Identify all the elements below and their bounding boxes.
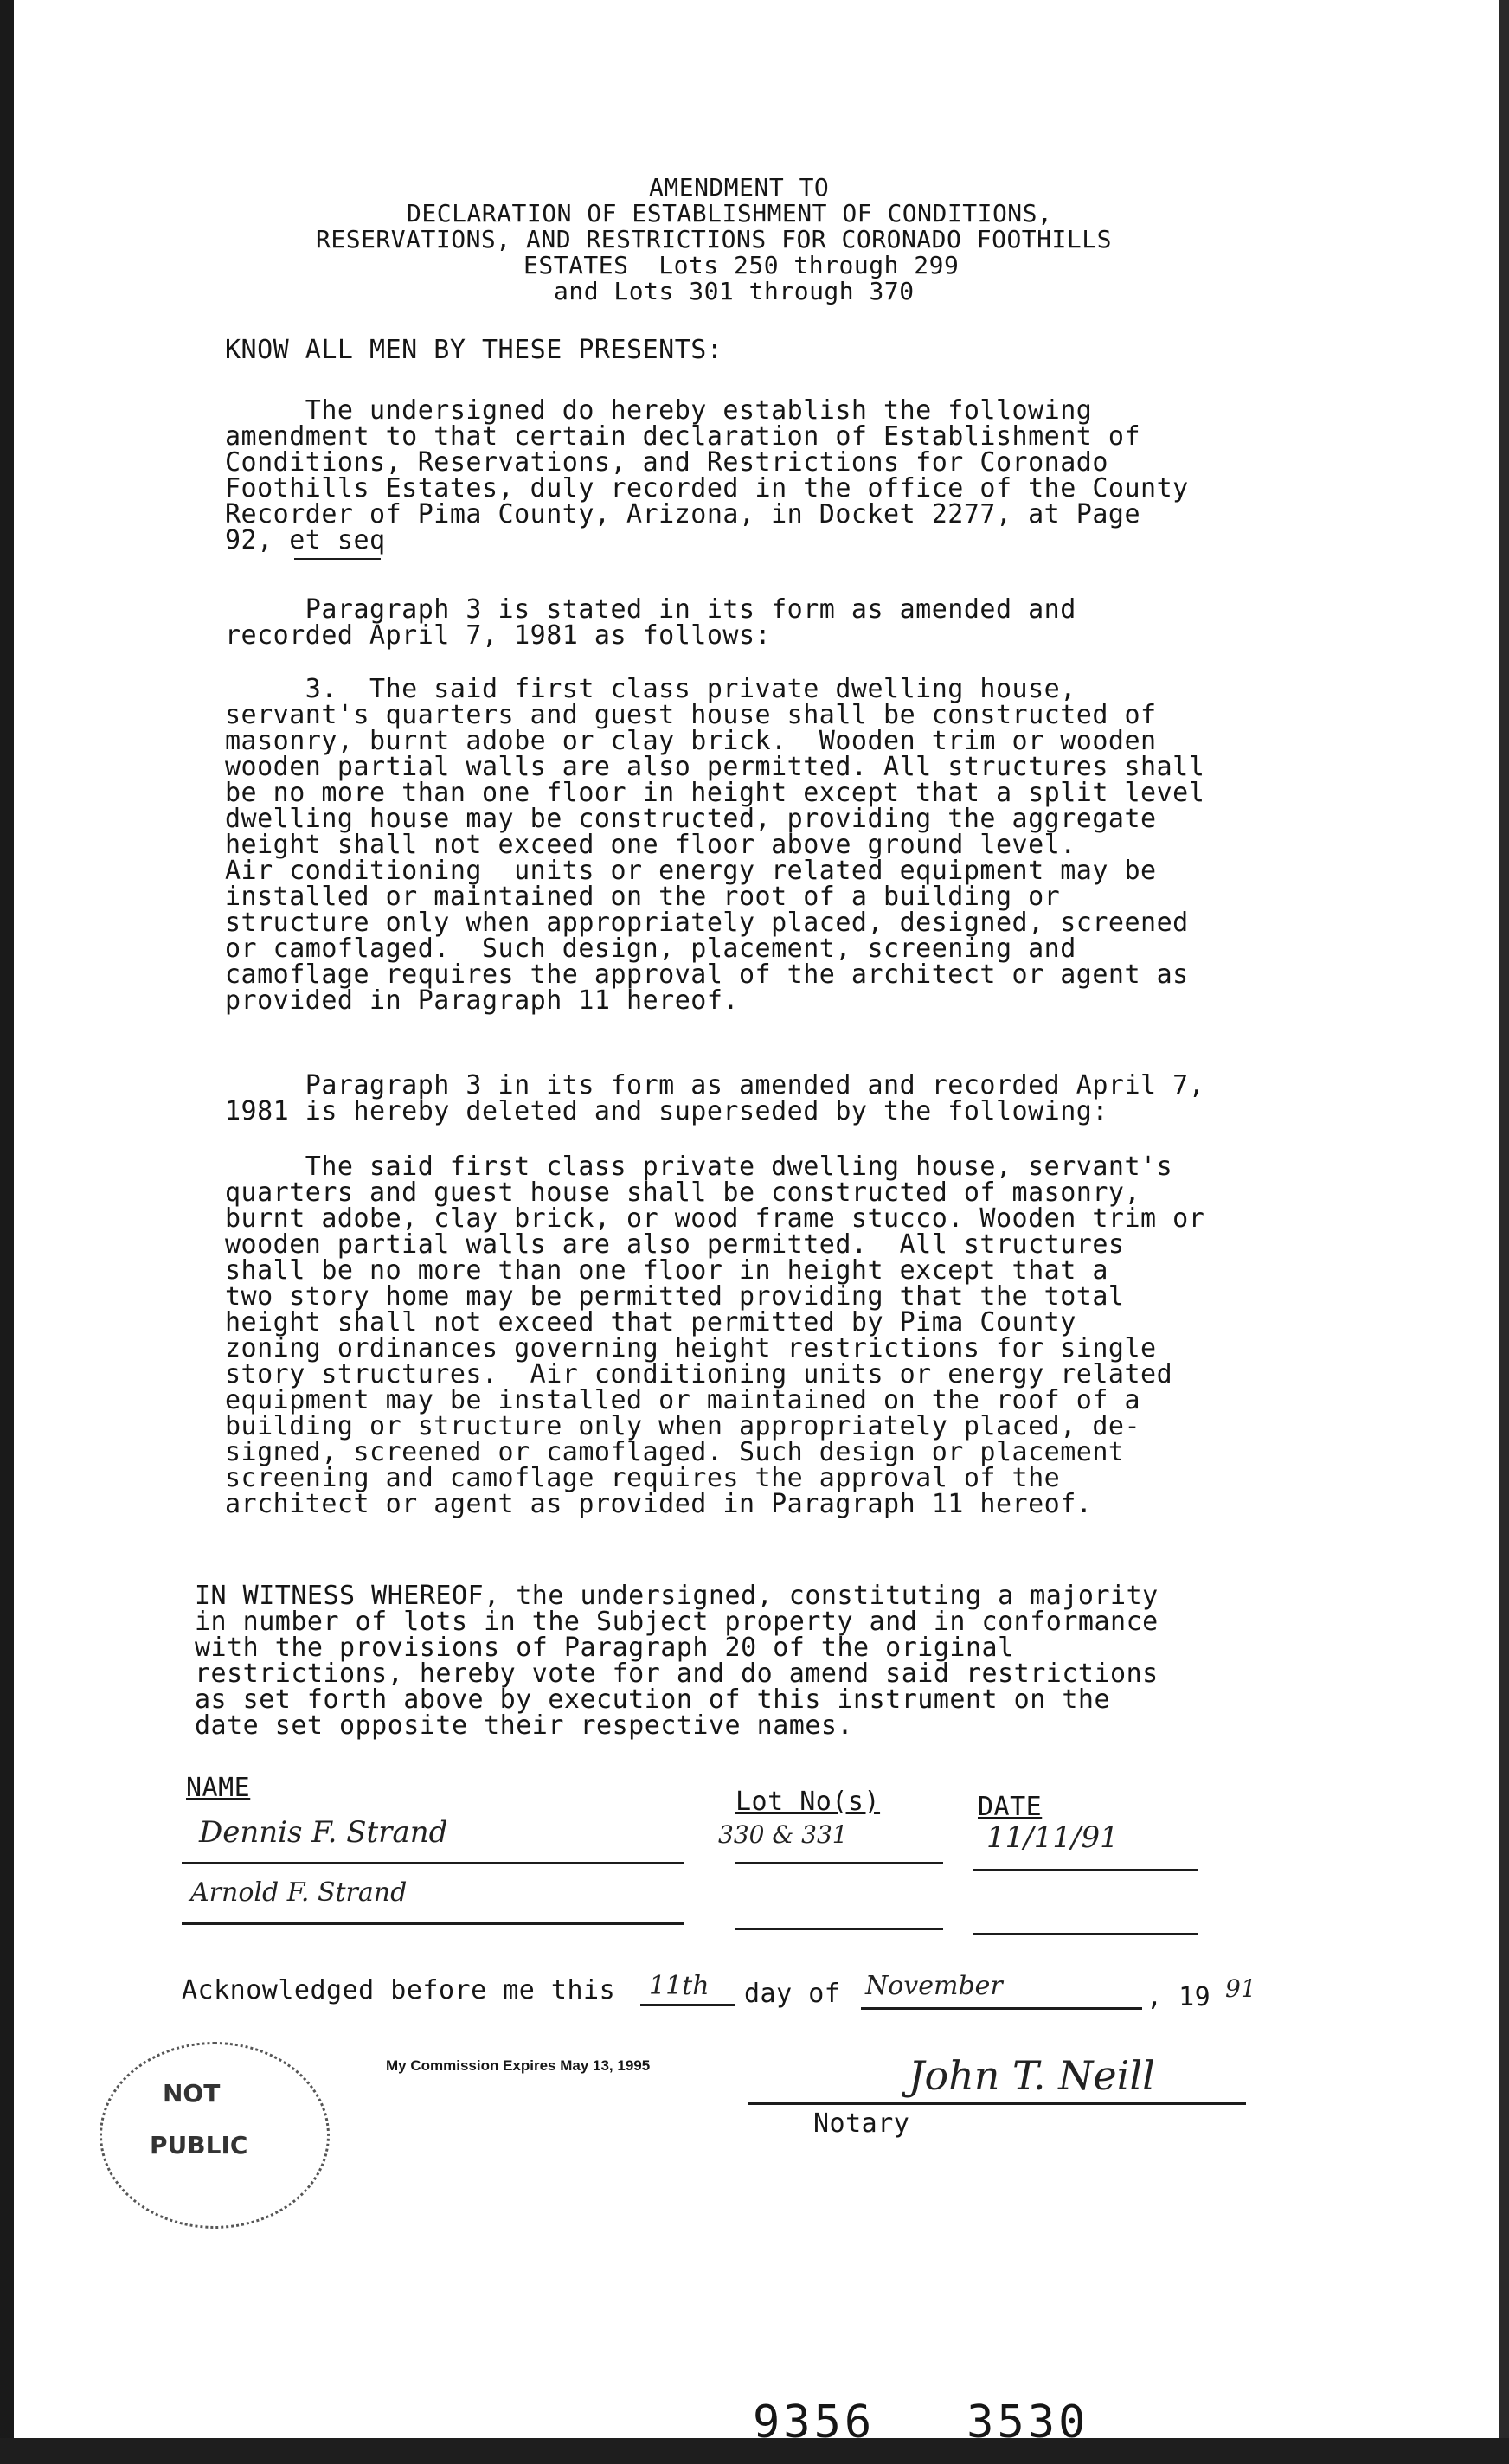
text-line: in number of lots in the Subject property and in conformance (195, 1607, 1159, 1637)
lot-header-text: Lot No(s) (735, 1787, 881, 1817)
name-column-header (186, 1775, 250, 1801)
text-line: as set forth above by execution of this instrument on the (195, 1684, 1111, 1715)
text-line: Foothills Estates, duly recorded in the office of the County (225, 473, 1189, 504)
text-line: quarters and guest house shall be constructed of masonry, (225, 1177, 1141, 1208)
ack-prefix: Acknowledged before me this (182, 1975, 616, 2005)
notary-signature-line (748, 2102, 1246, 2105)
text-line: The said first class private dwelling house, servant's (225, 1152, 1173, 1182)
ack-day: 11th (649, 1971, 710, 2001)
ack-month: November (865, 1971, 1003, 2001)
text-line: two story home may be permitted providing that the total (225, 1281, 1125, 1312)
date-1: 11/11/91 (986, 1820, 1119, 1855)
date-line-2 (973, 1933, 1198, 1935)
text-line: Air conditioning units or energy related equipment may be (225, 856, 1157, 886)
title-line-4: ESTATES Lots 250 through 299 (523, 251, 960, 279)
text-line: with the provisions of Paragraph 20 of the original (195, 1633, 1014, 1663)
lot-column-header (735, 1789, 880, 1815)
signature-2: Arnold F. Strand (190, 1877, 408, 1908)
text-line: wooden partial walls are also permitted. All structures shall (225, 752, 1205, 782)
text-line: IN WITNESS WHEREOF, the undersigned, constituting a majority (195, 1581, 1159, 1611)
seal-text-2: PUBLIC (150, 2131, 248, 2159)
text-line: Paragraph 3 in its form as amended and recorded April 7, (225, 1070, 1205, 1100)
intro-line: KNOW ALL MEN BY THESE PRESENTS: (225, 335, 723, 365)
text-line: restrictions, hereby vote for and do amend said restrictions (195, 1659, 1159, 1689)
text-line: story structures. Air conditioning units or energy related (225, 1359, 1173, 1389)
text-line: amendment to that certain declaration of Establishment of (225, 421, 1141, 452)
title-line-2: DECLARATION OF ESTABLISHMENT OF CONDITIONS, (407, 199, 1053, 228)
ack-year-prefix: , 19 (1146, 1982, 1211, 2012)
text-line: equipment may be installed or maintained on the roof of a (225, 1385, 1141, 1415)
name-line-1 (182, 1862, 684, 1864)
et-seq-underline (294, 558, 381, 560)
text-line: or camoflaged. Such design, placement, screening and (225, 934, 1076, 964)
text-line: signed, screened or camoflaged. Such design or placement (225, 1437, 1125, 1467)
text-line: wooden partial walls are also permitted. All structures (225, 1229, 1125, 1260)
text-line: masonry, burnt adobe or clay brick. Wooden trim or wooden (225, 726, 1157, 756)
date-column-header (978, 1794, 1042, 1820)
notary-signature: John T. Neill (909, 2052, 1155, 2099)
text-line: height shall not exceed one floor above ground level. (225, 830, 1076, 860)
text-line: 3. The said first class private dwelling house, (225, 674, 1076, 704)
ack-month-line (861, 2007, 1142, 2010)
text-line: Conditions, Reservations, and Restrictions for Coronado (225, 447, 1108, 478)
title-line-5: and Lots 301 through 370 (554, 277, 915, 305)
text-line: dwelling house may be constructed, providing the aggregate (225, 804, 1157, 834)
document-page (52, 0, 1445, 2464)
text-line: screening and camoflage requires the approval of the (225, 1463, 1061, 1493)
text-line: structure only when appropriately placed, designed, screened (225, 908, 1189, 938)
text-line: 1981 is hereby deleted and superseded by the following: (225, 1096, 1108, 1126)
title-line-1: AMENDMENT TO (649, 173, 830, 202)
commission-expiry: My Commission Expires May 13, 1995 (386, 2057, 651, 2074)
title-line-3: RESERVATIONS, AND RESTRICTIONS FOR CORONADO FOOTHILLS (316, 225, 1112, 253)
scan-edge-right (1499, 0, 1509, 2464)
text-line: 92, et seq (225, 525, 386, 555)
lot-line-2 (735, 1928, 943, 1930)
seal-text-1: NOT (163, 2079, 221, 2108)
text-line: servant's quarters and guest house shall be constructed of (225, 700, 1157, 730)
text-line: provided in Paragraph 11 hereof. (225, 985, 739, 1016)
name-line-2 (182, 1922, 684, 1925)
text-line: zoning ordinances governing height restrictions for single (225, 1333, 1157, 1364)
docket-number: 9356 3530 (753, 2397, 1089, 2448)
date-line-1 (973, 1869, 1198, 1871)
text-line: The undersigned do hereby establish the following (225, 395, 1093, 426)
text-line: Recorder of Pima County, Arizona, in Docket 2277, at Page (225, 499, 1141, 529)
text-line: height shall not exceed that permitted by Pima County (225, 1307, 1076, 1338)
name-header-text: NAME (186, 1773, 251, 1803)
notary-seal (100, 2042, 330, 2229)
text-line: building or structure only when appropriately placed, de- (225, 1411, 1141, 1441)
text-line: burnt adobe, clay brick, or wood frame stucco. Wooden trim or (225, 1203, 1205, 1234)
text-line: camoflage requires the approval of the architect or agent as (225, 959, 1189, 990)
ack-day-line (640, 2004, 735, 2006)
text-line: date set opposite their respective names. (195, 1710, 854, 1741)
scan-edge-left (0, 0, 14, 2464)
text-line: recorded April 7, 1981 as follows: (225, 620, 772, 651)
notary-label: Notary (813, 2108, 910, 2139)
text-line: shall be no more than one floor in height except that a (225, 1255, 1108, 1286)
ack-middle: day of (744, 1979, 841, 2009)
text-line: Paragraph 3 is stated in its form as amended and (225, 594, 1076, 625)
ack-year: 91 (1225, 1974, 1256, 2003)
signature-1: Dennis F. Strand (199, 1815, 448, 1850)
text-line: architect or agent as provided in Paragraph 11 hereof. (225, 1489, 1093, 1519)
text-line: be no more than one floor in height except that a split level (225, 778, 1205, 808)
lot-line-1 (735, 1862, 943, 1864)
text-line: installed or maintained on the root of a building or (225, 882, 1061, 912)
date-header-text: DATE (978, 1792, 1043, 1822)
lot-numbers-1: 330 & 331 (718, 1820, 848, 1849)
